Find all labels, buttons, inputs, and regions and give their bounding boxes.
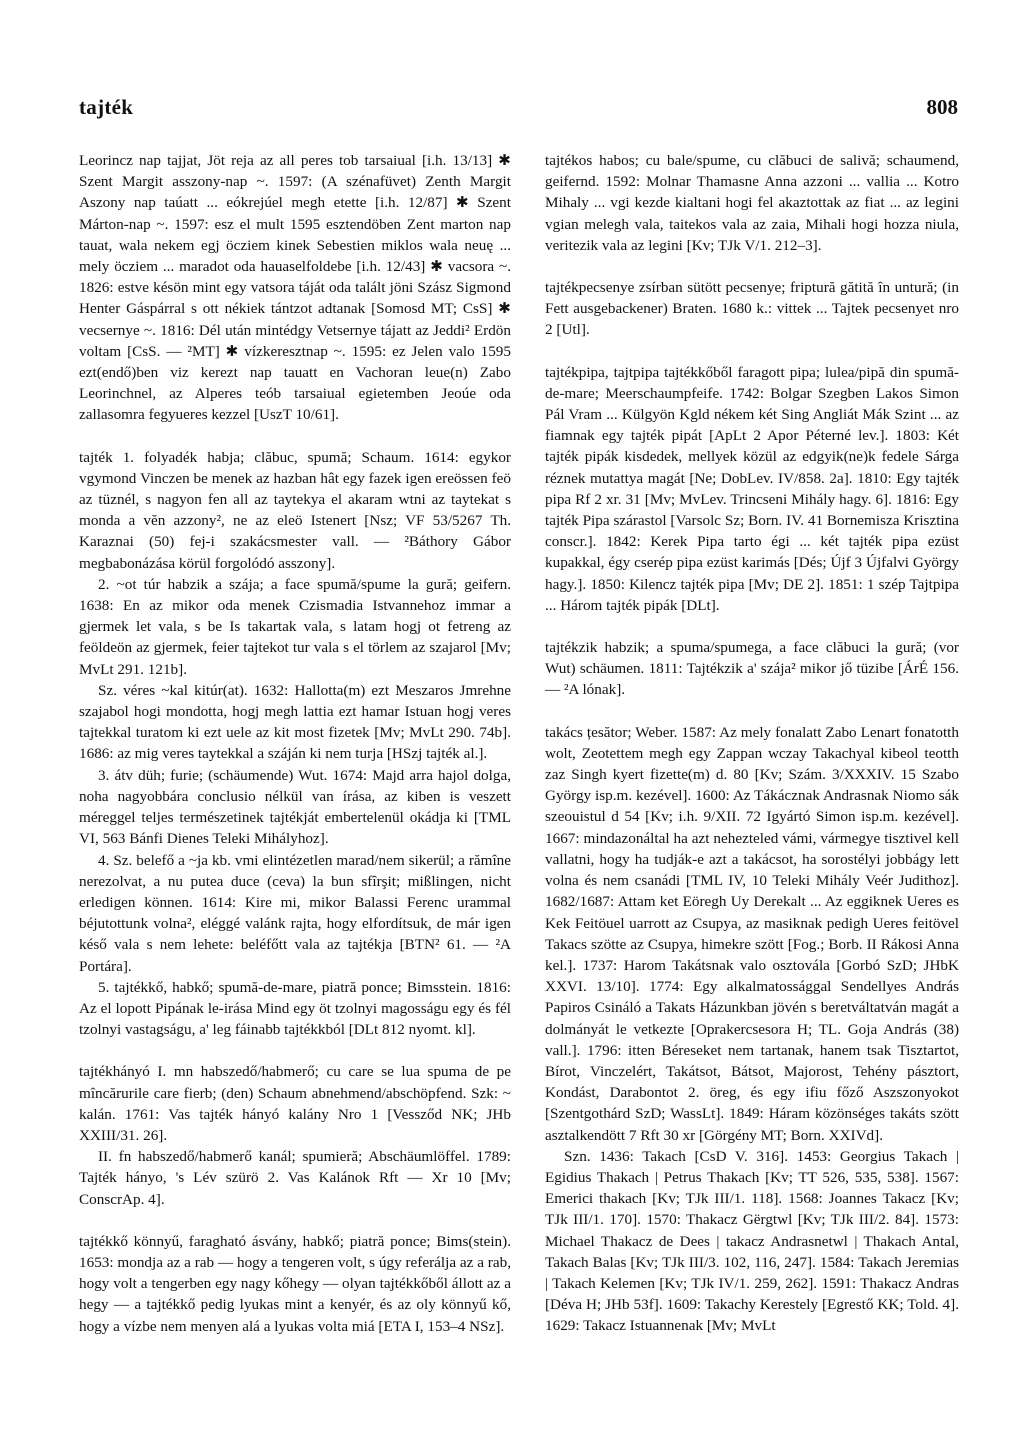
entry-paragraph: tajtékpipa, tajtpipa tajtékkőből faragott pipa; lulea/pipă din spumă-de-mare; Meerschaumpfeife. 1742: Bolgar Szegben Lakos Simon Pál Vram ... Külgyön Kgld nékem két Sing Angliát Mák Szint ... az fiamnak egy tajték pipát [ApLt 2 Apor Péterné lev.]. 1803: Két tajték pipák kisdedek, mellyek közül az edgyik(ne)k fedele Sárga réznek mutattya magát [Ne; DobLev. IV/858. 2a]. 1810: Egy tajték pipa Rf 2 xr. 31 [Mv; MvLev. Trincseni Mihály hagy. 6]. 1816: Egy tajték Pipa szárastol [Varsolc Sz; Born. IV. 41 Bornemisza Krisztina conscr.]. 1842: Kerek Pipa tarto égi ... két tajték pipa ezüst kupakkal, égy cserép pipa ezüst karimás [Dés; Újf 3 Újfalvi György hagy.]. 1850: Kilencz tajték pipa [Mv; DE 2]. 1851: 1 szép Tajtpipa ... Három tajték pipák [DLt]. xyxy=(545,363,959,614)
entry-paragraph: Szn. 1436: Takach [CsD V. 316]. 1453: Georgius Takach | Egidius Thakach | Petrus Thakach [Kv; TT 526, 535, 538]. 1567: Emerici thakach [Kv; TJk III/1. 118]. 1568: Joannes Takacz [Kv; TJk III/1. 170]. 1570: Thakacz Gërgtwl [Kv; TJk III/2. 84]. 1573: Michael Thakacz de Dees | takacz Andrasnetwl | Thakach Antal, Takach Balas [Kv; TJk III/3. 102, 116, 247]. 1584: Takach Jeremias | Takach Kelemen [Kv; TJk IV/1. 259, 262]. 1591: Thakacz Andras [Déva H; JHb 53f]. 1609: Takachy Kerestely [Egrestő KK; Told. 4]. 1629: Takacz Istuannenak [Mv; MvLt xyxy=(545,1147,959,1335)
right-column xyxy=(545,150,959,1337)
entry-paragraph: II. fn habszedő/habmerő kanál; spumieră; Abschäumlöffel. 1789: Tajték hányo, 's Lév szürö 2. Vas Kalánok Rft — Xr 10 [Mv; ConscrAp. 4]. xyxy=(79,1148,511,1208)
dictionary-entry xyxy=(545,277,959,341)
entry-paragraph: Sz. véres ~kal kitúr(at). 1632: Hallotta(m) ezt Meszaros Jmrehne szajabol hogi mondotta, hogj megh lattia ezt hamar Istuan hogj veres tajtekkal turatom ki ezt uele az kit most fizetek [Mv; MvLt 290. 74b]. 1686: az mig veres taytekkal a száján ki nem turja [HSzj tajték al.]. xyxy=(79,681,511,763)
entry-paragraph: tajték 1. folyadék habja; clăbuc, spumă; Schaum. 1614: egykor vgymond Vinczen be menek az hazban hât egy fazek igen ereössen feö az tüznél, s nagyon fen all az taytekya el akaram wtni az taytekat s monda a vĕn azzony², ne az eleö Istenert [Nsz; VF 53/5267 Th. Karaznai (50) fej-i szakácsmester vall. — ²Báthory Gábor megbabonázása körül forgolódó asszony]. xyxy=(79,448,511,572)
dictionary-entry xyxy=(545,362,959,616)
left-column xyxy=(79,150,511,1337)
entry-paragraph: 4. Sz. belefő a ~ja kb. vmi elintézetlen marad/nem sikerül; a rămîne nerezolvat, a nu putea duce (ceva) la bun sfîrşit; mißlingen, nicht erledigen können. 1614: Kire mi, mikor Balassi Ferenc urammal béjutottunk volna², eléggé valánk rajta, hogy elfordítsuk, de már igen késő vala s nem lehete: beléfőtt vala az tajtékja [BTN² 61. — ²A Portára]. xyxy=(79,851,511,975)
running-headword: tajték xyxy=(79,95,134,119)
entry-paragraph: Leorincz nap tajjat, Jöt reja az all peres tob tarsaiual [i.h. 13/13] ✱ Szent Margit asszony-nap ~. 1597: (A szénafüvet) Zenth Margit Aszony nap taúatt ... eókrejúel megh etette [i.h. 12/87] ✱ Szent Márton-nap ~. 1597: esz el mult 1595 esztendöben Zent marton nap tauat, wala nekem egj öcziem kinek Sebestien miklos wala neuę ... mely öcziem ... maradot oda hauaselfoldebe [i.h. 12/43] ✱ vacsora ~. 1826: estve késön mint egy vatsora táját oda talált jöni Szász Sigmond Henter Gáspárral s ott nékiek tántzot adtanak [Somosd MT; CsS] ✱ vecsernye ~. 1816: Dél után mintédgy Vetsernye tájatt az Jeddi² Erdön voltam [CsS. — ²MT] ✱ vízkeresztnap ~. 1595: ez Jelen valo 1595 ezt(endő)ben viz kerezt nap tauatt en Vachoran leue(n) Zabo Leorinchnel, az Alperes teób tarsaiual egietemben Jeoúe oda zallasomra fegyueres kezzel [UszT 10/61]. xyxy=(79,152,511,424)
entry-paragraph: 3. átv düh; furie; (schäumende) Wut. 1674: Majd arra hajol dolga, noha nagyobbára conclusio nélkül van írása, az kiben is veszett méreggel teljes természetinek tajtékját embertelenül okádja ki [TML VI, 563 Bánfi Dienes Teleki Mihályhoz]. xyxy=(79,766,511,848)
entry-paragraph: tajtékzik habzik; a spuma/spumega, a face clăbuci la gură; (vor Wut) schäumen. 1811: Tajtékzik a' szája² mikor jő tüzibe [ÁrÉ 156. — ²A lónak]. xyxy=(545,639,959,699)
dictionary-entry xyxy=(545,722,959,1337)
entry-paragraph: takács țesător; Weber. 1587: Az mely fonalatt Zabo Lenart fonatotth wolt, Zeotettem megh egy Zappan wczay Takachyal kibeol teotth zaz Singh kyert fizette(m) d. 80 [Kv; Szám. 3/XXXIV. 15 Szabo György isp.m. kezével]. 1600: Az Tákácznak Andrasnak Niomo sák szeouistul d 54 [Kv; i.h. 9/XII. 72 Igyártó Simon isp.m. kezével]. 1667: mindazonáltal ha azt nehezteled vámi, vármegye tisztivel kell vallatni, hogy ha tudják-e azt a takácsot, ha sorostélyi jobbágy lett volna és nem csanádi [TML IV, 10 Teleki Mihály Veér Judithoz]. 1682/1687: Attam ket Eöregh Uy Derekalt ... Az eggiknek Ueres es Kek Feitöuel uarrott az Csupya, az masiknak pedigh Ueres feitövel Takacs szötte az Csupya, himekre szött [Fog.; Borb. II Rákosi Anna kel.]. 1737: Harom Takátsnak valo osztovála [Gorbó SzD; JHbK XXVI. 13/10]. 1774: Egy alkalmatossággal Sendellyes András Papiros Csináló a Takats Házunkban jövén s beretváltatván magát a dolmányát le vetkezte [Oprakercsesora H; TL. Goja András (38) vall.]. 1796: itten Béreseket nem tartanak, hanem tsak Tisztartot, Bírot, Vinczelért, Takátsot, Bátsot, Majorost, Tehény pásztort, Kondást, Darabontot 2. öreg, és egy ifiu főző Aszszonyokot [Szentgothárd SzD; WassLt]. 1849: Háram közönséges takáts szött asztalkendött 7 Rft 30 xr [Görgény MT; Born. XXIVd]. xyxy=(545,723,959,1144)
dictionary-entry xyxy=(545,637,959,701)
entry-paragraph: tajtékpecsenye zsírban sütött pecsenye; friptură gătită în untură; (in Fett ausgebackener) Braten. 1680 k.: vittek ... Tajtek pecsenyet nro 2 [Utl]. xyxy=(545,279,959,339)
running-head xyxy=(79,95,958,125)
entry-paragraph: tajtékos habos; cu bale/spume, cu clăbuci de salivă; schaumend, geifernd. 1592: Molnar Thamasne Anna azzoni ... vallia ... Kotro Mihaly ... vgi kezde kialtani hogi fel akaztottak az fiat ... az legini vgian melegh vala, taitekos vala az zaia, Mihali hogi hozza niula, veritezik vala az legini [Kv; TJk V/1. 212–3]. xyxy=(545,152,959,254)
dictionary-entry xyxy=(79,1061,511,1209)
entry-paragraph: tajtékkő könnyű, faragható ásvány, habkő; piatră ponce; Bims(stein). 1653: mondja az a rab — hogy a tengeren volt, s úgy referálja az a rab, hogy volt a tengerben egy nagy kőhegy — olyan tajtékkőből állott az a hegy — a tajtékkő pedig lyukas mint a kenyér, és az oly könnyű kő, hogy a vízbe nem menyen alá a lyukas volta miá [ETA I, 153–4 NSz]. xyxy=(79,1232,511,1335)
dictionary-entry xyxy=(79,150,511,426)
page-number: 808 xyxy=(926,95,958,119)
entry-paragraph: 2. ~ot túr habzik a szája; a face spumă/spume la gură; geifern. 1638: En az mikor oda menek Czismadia Istvannehoz immar a gjermek let vala, s be Is takartak vala, s latam hogj ot fetreng az feöldeön az gjermek, feier tajtekot tur vala s el törlem az szajarol [Mv; MvLt 291. 121b]. xyxy=(79,575,511,678)
dictionary-entry xyxy=(79,447,511,1041)
entry-paragraph: 5. tajtékkő, habkő; spumă-de-mare, piatră ponce; Bimsstein. 1816: Az el lopott Pipának le-irása Mind egy öt tzolnyi magosságu egy és fél tzolnyi vastagságu, a' leg fáinabb tajtékkból [DLt 812 nyomt. kl]. xyxy=(79,978,511,1039)
dictionary-entry xyxy=(545,150,959,256)
entry-paragraph: tajtékhányó I. mn habszedő/habmerő; cu care se lua spuma de pe mîncărurile care fierb; (den) Schaum abnehmend/abschöpfend. Szk: ~ kalán. 1761: Vas tajték hányó kalány Nro 1 [Vessződ NK; JHb XXIII/31. 26]. xyxy=(79,1063,511,1144)
dictionary-entry xyxy=(79,1231,511,1337)
